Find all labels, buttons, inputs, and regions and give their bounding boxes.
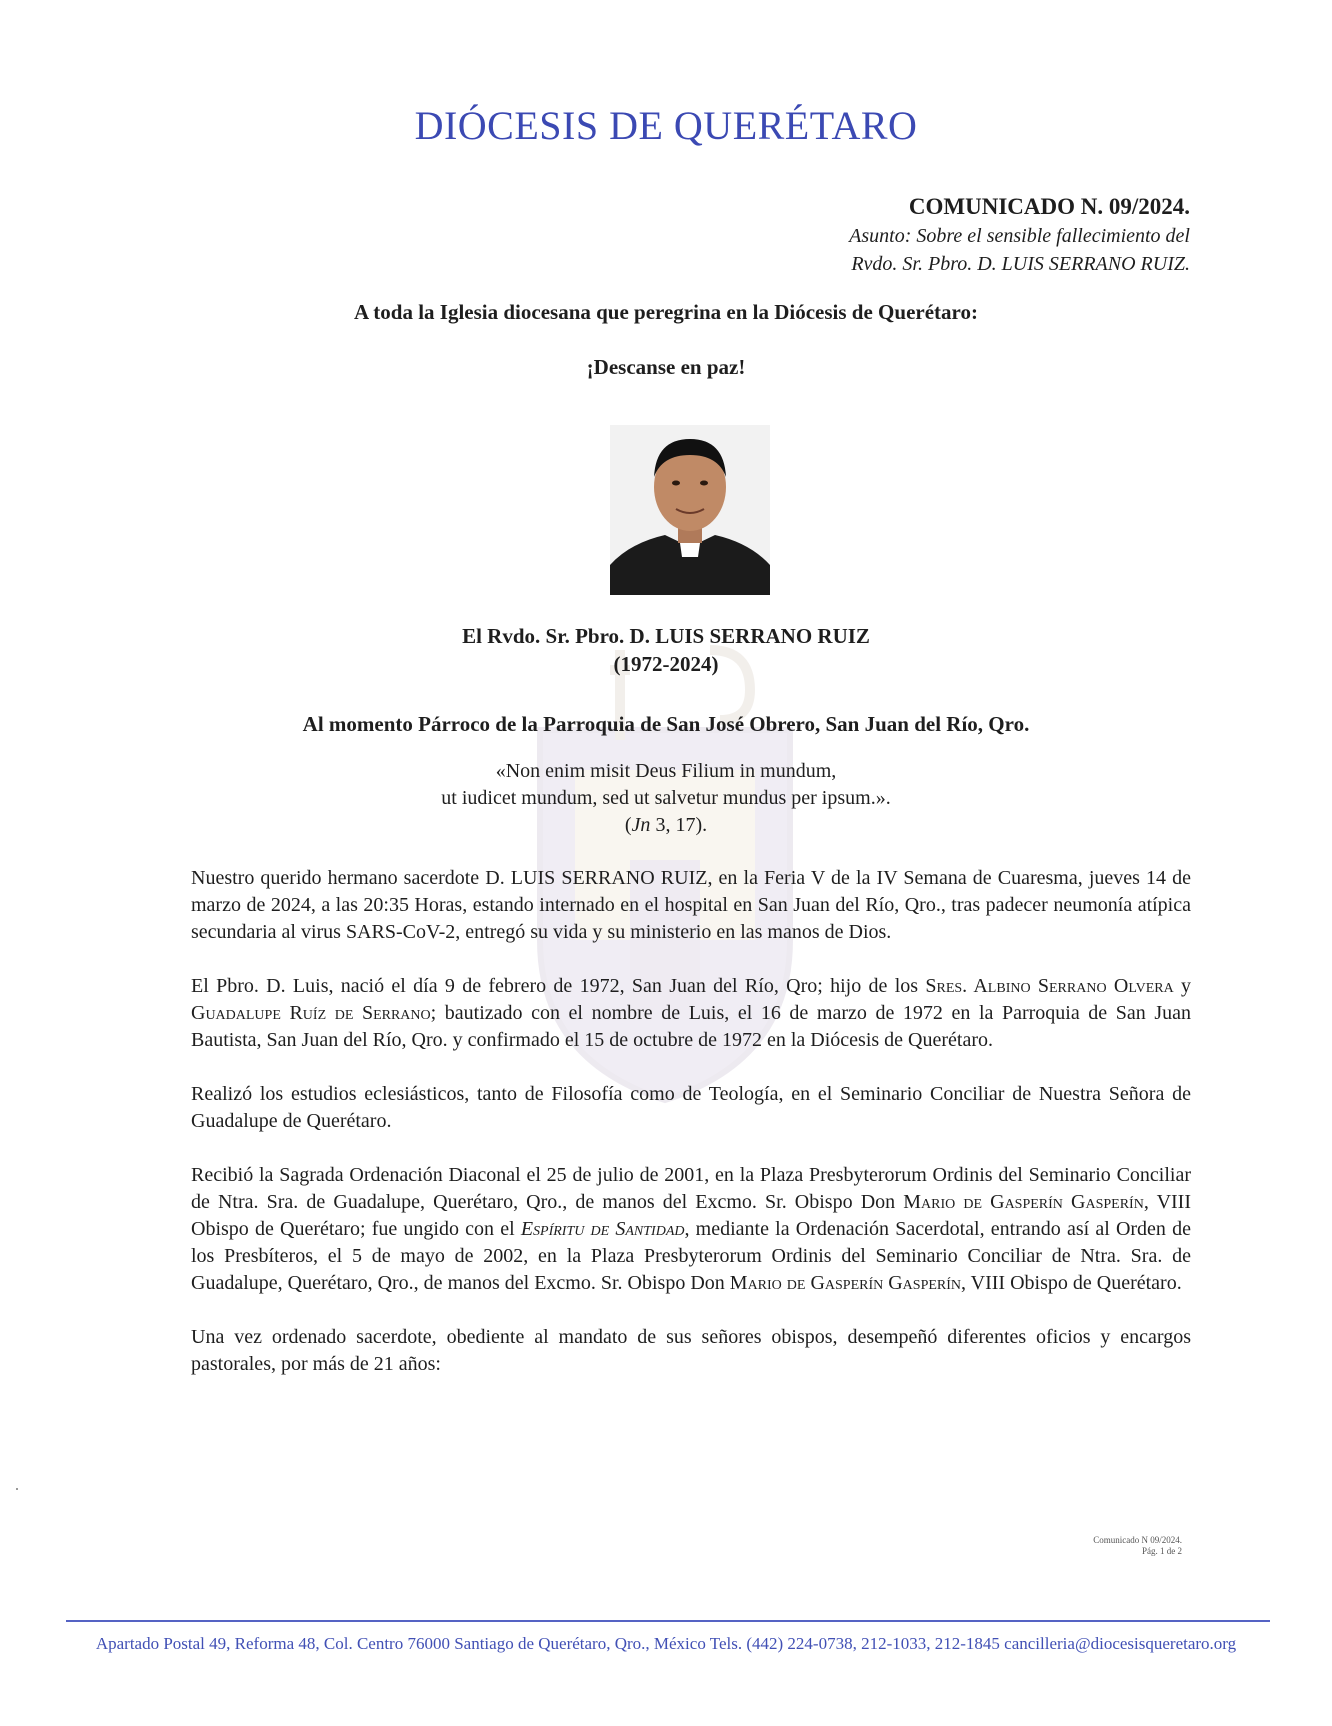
diocese-title: DIÓCESIS DE QUERÉTARO [414, 103, 918, 148]
communique-body [191, 865, 1191, 1405]
comunicado-subject-line-1: Asunto: Sobre el sensible fallecimiento del [849, 225, 1190, 247]
comunicado-header [849, 192, 1190, 278]
father-name: Sres. Albino Serrano Olvera [925, 975, 1174, 997]
page-number: Comunicado N 09/2024. Pág. 1 de 2 [1093, 1535, 1182, 1556]
bishop-name: Mario de Gasperín Gasperín [903, 1191, 1144, 1213]
deceased-position: Al momento Párroco de la Parroquia de San José Obrero, San Juan del Río, Qro. [302, 712, 1030, 736]
deceased-years: (1972-2024) [613, 652, 719, 676]
deceased-name: El Rvdo. Sr. Pbro. D. LUIS SERRANO RUIZ [462, 624, 870, 648]
deceased-name-block [0, 622, 1332, 678]
paragraph-studies: Realizó los estudios eclesiásticos, tanto de Filosofía como de Teología, en el Seminario Conciliar de Nuestra Señora de Guadalupe de Querétaro. [191, 1083, 1191, 1132]
scan-speck [16, 1488, 18, 1490]
quote-line-2: ut iudicet mundum, sed ut salvetur mundus per ipsum.». [441, 787, 891, 809]
quote-book: Jn [631, 814, 651, 836]
paragraph-ministry: Una vez ordenado sacerdote, obediente al mandato de sus señores obispos, desempeñó diferentes oficios y encargos pastorales, por más de 21 años: [191, 1326, 1191, 1375]
salutation: A toda la Iglesia diocesana que peregrina en la Diócesis de Querétaro: [354, 300, 978, 324]
bishop-name: Mario de Gasperín Gasperín [729, 1272, 962, 1294]
footer-address: Apartado Postal 49, Reforma 48, Col. Centro 76000 Santiago de Querétaro, Qro., México Tels. (442) 224-0738, 212-1033, 212-1845 cancilleria@diocesisqueretaro.org [95, 1634, 1237, 1653]
comunicado-subject-line-2: Rvdo. Sr. Pbro. D. LUIS SERRANO RUIZ. [851, 253, 1190, 275]
paragraph-birth: El Pbro. D. Luis, nació el día 9 de febrero de 1972, San Juan del Río, Qro; hijo de los Sres. Albino Serrano Olvera y Guadalupe Ruíz de Serrano; bautizado con el nombre de Luis, el 16 de marzo de 1972 en la Parroquia de San Juan Bautista, San Juan del Río, Qro. y confirmado el 15 de octubre de 1972 en la Diócesis de Querétaro. [191, 975, 1192, 1051]
quote-line-1: «Non enim misit Deus Filium in mundum, [495, 760, 837, 782]
rest-in-peace: ¡Descanse en paz! [586, 355, 746, 379]
footer-divider [66, 1620, 1270, 1622]
spirit-of-holiness: Espíritu de Santidad [520, 1218, 685, 1240]
paragraph-ordination: Recibió la Sagrada Ordenación Diaconal el 25 de julio de 2001, en la Plaza Presbyterorum Ordinis del Seminario Conciliar de Ntra. Sra. de Guadalupe, Querétaro, Qro., de manos del Excmo. Sr. Obispo Don Mario de Gasperín Gasperín, VIII Obispo de Querétaro; fue ungido con el Espíritu de Santidad, mediante la Ordenación Sacerdotal, entrando así al Orden de los Presbíteros, el 5 de mayo de 2002, en la Plaza Presbyterorum Ordinis del Seminario Conciliar de Ntra. Sra. de Guadalupe, Querétaro, Qro., de manos del Excmo. Sr. Obispo Don Mario de Gasperín Gasperín, VIII Obispo de Querétaro. [191, 1164, 1191, 1294]
priest-portrait-photo [610, 425, 770, 595]
scripture-quote [0, 758, 1332, 839]
quote-reference: (Jn 3, 17). [624, 814, 708, 836]
paragraph-death-notice: Nuestro querido hermano sacerdote D. LUIS SERRANO RUIZ, en la Feria V de la IV Semana de Cuaresma, jueves 14 de marzo de 2024, a las 20:35 Horas, estando internado en el hospital en San Juan del Río, Qro., tras padecer neumonía atípica secundaria al virus SARS-CoV-2, entregó su vida y su ministerio en las manos de Dios. [191, 867, 1191, 943]
comunicado-number: COMUNICADO N. 09/2024. [908, 194, 1190, 219]
mother-name: Guadalupe Ruíz de Serrano [191, 1002, 431, 1024]
